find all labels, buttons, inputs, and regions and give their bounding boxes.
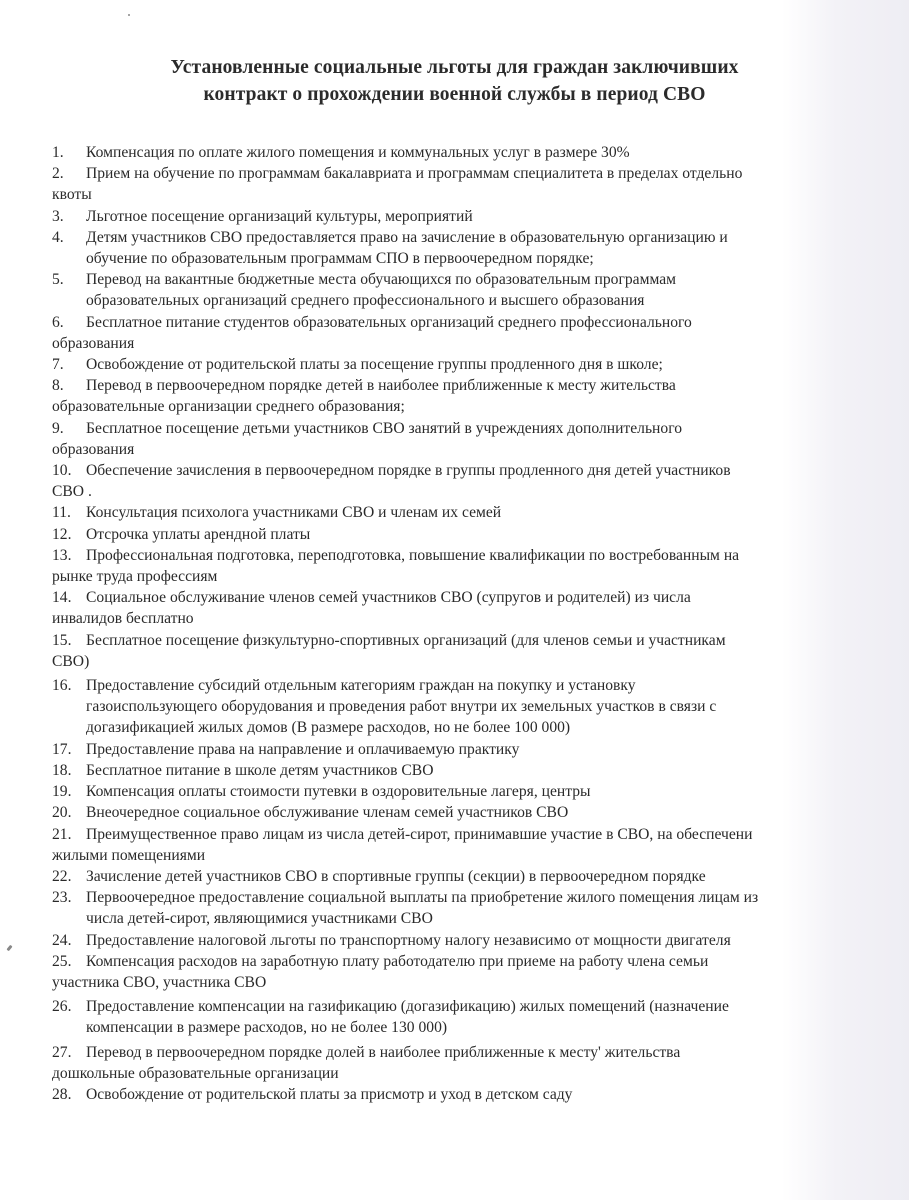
item-text: Предоставление налоговой льготы по транспортному налогу независимо от мощности двигателя — [86, 931, 731, 949]
list-item — [52, 545, 882, 587]
item-text: Профессиональная подготовка, переподготовка, повышение квалификации по востребованным на — [86, 546, 740, 564]
item-text: Консультация психолога участниками СВО и членам их семей — [86, 504, 502, 522]
item-number: 12. — [52, 525, 72, 543]
list-item — [52, 312, 882, 354]
list-item — [52, 524, 882, 545]
list-item — [52, 675, 882, 739]
list-item — [52, 163, 882, 205]
title-line-1: Установленные социальные льготы для граждан заключивших — [170, 57, 739, 78]
item-text: Предоставление субсидий отдельным категориям граждан на покупку и установку — [86, 677, 636, 695]
item-text: Преимущественное право лицам из числа детей-сирот, принимавшие участие в СВО, на обеспечени — [86, 825, 753, 843]
item-text: Отсрочка уплаты арендной платы — [86, 525, 311, 543]
item-text: Освобождение от родительской платы за посещение группы продленного дня в школе; — [86, 356, 663, 374]
list-item — [52, 781, 882, 802]
item-text: Бесплатное питание в школе детям участников СВО — [86, 761, 434, 779]
item-text: Компенсация расходов на заработную плату работодателю при приеме на работу члена семьи — [86, 952, 709, 970]
list-item — [52, 1084, 882, 1105]
list-item — [52, 887, 882, 929]
item-number: 8. — [52, 377, 64, 395]
list-item — [52, 587, 882, 629]
item-text-cont: инвалидов бесплатно — [52, 610, 194, 628]
item-number: 5. — [52, 271, 64, 289]
item-text: Зачисление детей участников СВО в спортивные группы (секции) в первоочередном порядке — [86, 867, 706, 885]
item-text-cont: СВО . — [52, 483, 92, 501]
item-number: 22. — [52, 867, 72, 885]
item-number: 13. — [52, 546, 72, 564]
item-number: 28. — [52, 1085, 72, 1103]
list-item — [52, 951, 882, 993]
item-text: Обеспечение зачисления в первоочередном порядке в группы продленного дня детей участников — [86, 462, 731, 480]
item-text-cont: числа детей-сирот, являющимися участниками СВО — [86, 910, 433, 928]
item-text: Бесплатное посещение детьми участников СВО занятий в учреждениях дополнительного — [86, 419, 683, 437]
item-number: 27. — [52, 1043, 72, 1061]
item-number: 15. — [52, 631, 72, 649]
item-text: Компенсация по оплате жилого помещения и коммунальных услуг в размере 30% — [86, 144, 630, 161]
item-text: Перевод на вакантные бюджетные места обучающихся по образовательным программам — [86, 271, 676, 289]
list-item — [52, 760, 882, 781]
title-line-2: контракт о прохождении военной службы в период СВО — [203, 84, 706, 105]
item-number: 24. — [52, 931, 72, 949]
list-item — [52, 739, 882, 760]
list-item — [52, 142, 882, 163]
item-text: Предоставление права на направление и оплачиваемую практику — [86, 740, 520, 758]
list-item — [52, 630, 882, 672]
scan-speck — [6, 945, 12, 952]
item-text-cont: квоты — [52, 186, 92, 204]
item-text: Освобождение от родительской платы за присмотр и уход в детском саду — [86, 1085, 573, 1103]
item-text: Прием на обучение по программам бакалавриата и программам специалитета в пределах отдельно — [86, 165, 743, 183]
list-item — [52, 996, 882, 1038]
item-text: Предоставление компенсации на газификацию (догазификацию) жилых помещений (назначение — [86, 998, 729, 1016]
item-text: Льготное посещение организаций культуры, мероприятий — [86, 207, 473, 225]
item-number: 7. — [52, 356, 64, 374]
item-number: 16. — [52, 677, 72, 695]
item-text: Компенсация оплаты стоимости путевки в оздоровительные лагеря, центры — [86, 783, 591, 801]
item-number: 17. — [52, 740, 72, 758]
item-text-cont: жилыми помещениями — [52, 846, 206, 864]
list-item — [52, 227, 882, 269]
item-number: 1. — [52, 144, 64, 161]
item-number: 14. — [52, 589, 72, 607]
item-number: 20. — [52, 804, 72, 822]
item-text: Первоочередное предоставление социальной выплаты па приобретение жилого помещения лицам из — [86, 889, 759, 907]
item-text: Бесплатное посещение физкультурно-спортивных организаций (для членов семьи и участникам — [86, 631, 726, 649]
list-item — [52, 824, 882, 866]
item-number: 9. — [52, 419, 64, 437]
item-number: 19. — [52, 783, 72, 801]
list-item — [52, 502, 882, 523]
benefits-list — [52, 142, 882, 1105]
list-item — [52, 460, 882, 502]
item-number: 6. — [52, 313, 64, 331]
item-number: 18. — [52, 761, 72, 779]
item-text-cont: догазификацией жилых домов (В размере расходов, но не более 100 000) — [86, 719, 571, 737]
item-number: 3. — [52, 207, 64, 225]
list-item — [52, 418, 882, 460]
item-text-cont: образования — [52, 334, 135, 352]
item-text-cont: образовательных организаций среднего профессионального и высшего образования — [86, 292, 645, 310]
item-text-cont: рынке труда профессиям — [52, 568, 218, 586]
list-item — [52, 354, 882, 375]
list-item — [52, 1042, 882, 1084]
list-item — [52, 930, 882, 951]
item-text: Внеочередное социальное обслуживание членам семей участников СВО — [86, 804, 569, 822]
item-text-cont: дошкольные образовательные организации — [52, 1064, 339, 1082]
list-item — [52, 206, 882, 227]
item-number: 2. — [52, 165, 64, 183]
list-item — [52, 866, 882, 887]
item-text-cont: участника СВО, участника СВО — [52, 973, 267, 991]
item-text: Бесплатное питание студентов образовательных организаций среднего профессионального — [86, 313, 692, 331]
item-number: 10. — [52, 462, 72, 480]
item-number: 21. — [52, 825, 72, 843]
document-title — [0, 54, 909, 108]
list-item — [52, 802, 882, 823]
item-text-cont: образования — [52, 440, 135, 458]
item-text: Социальное обслуживание членов семей участников СВО (супругов и родителей) из числа — [86, 589, 691, 607]
item-text-cont: СВО) — [52, 652, 90, 670]
item-text: Перевод в первоочередном порядке детей в наиболее приближенные к месту жительства — [86, 377, 676, 395]
item-number: 23. — [52, 889, 72, 907]
list-item — [52, 269, 882, 311]
item-text-cont: обучение по образовательным программам СПО в первоочередном порядке; — [86, 250, 594, 268]
list-item — [52, 375, 882, 417]
item-number: 26. — [52, 998, 72, 1016]
item-number: 4. — [52, 228, 64, 246]
item-text-cont: образовательные организации среднего образования; — [52, 398, 405, 416]
item-number: 11. — [52, 504, 71, 522]
item-text: Перевод в первоочередном порядке долей в наиболее приближенные к месту' жительства — [86, 1043, 681, 1061]
item-number: 25. — [52, 952, 72, 970]
scan-speck — [128, 14, 130, 16]
item-text-cont: компенсации в размере расходов, но не более 130 000) — [86, 1019, 448, 1037]
item-text: Детям участников СВО предоставляется право на зачисление в образовательную организацию и — [86, 228, 728, 246]
item-text-cont: газоиспользующего оборудования и проведения работ внутри их земельных участков в связи с — [86, 698, 717, 716]
